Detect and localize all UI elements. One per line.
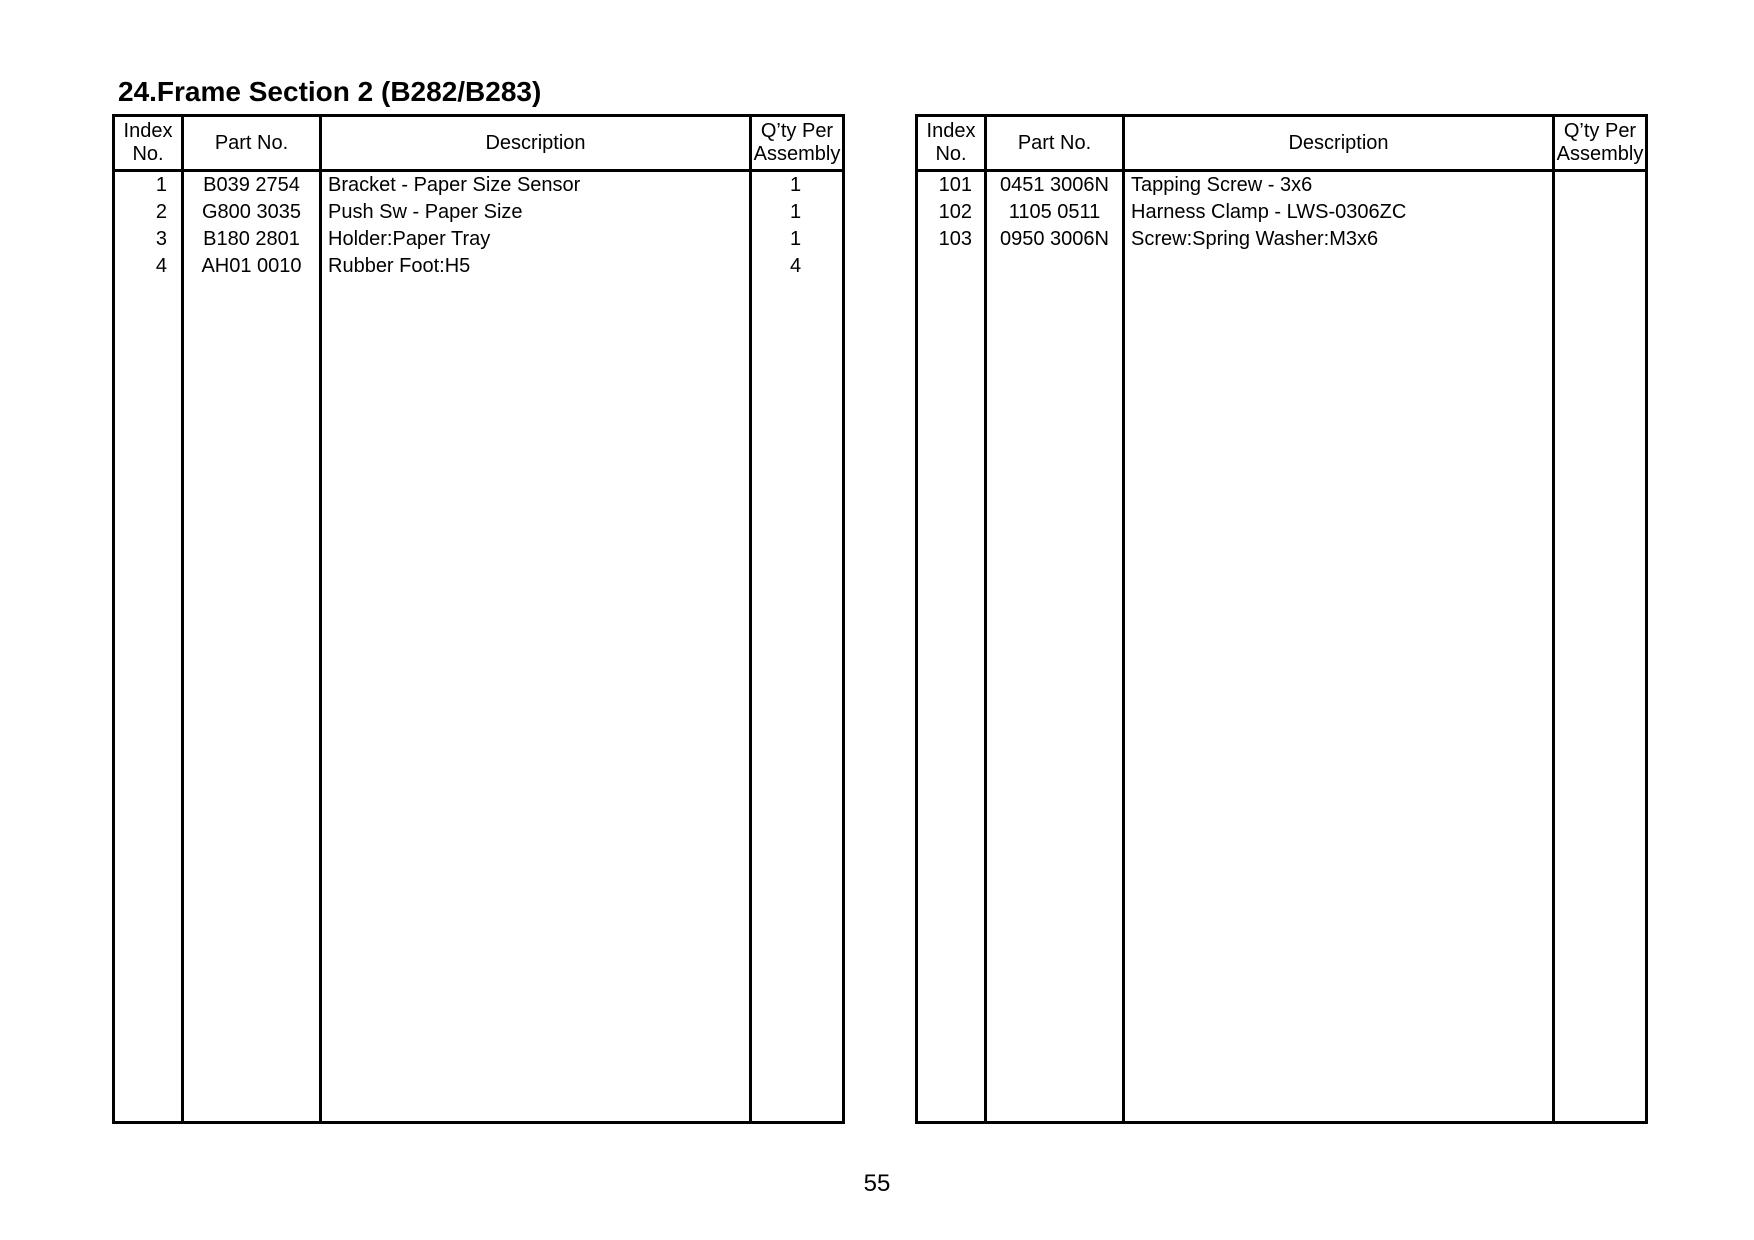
qty-cell [1555, 226, 1642, 253]
qty-cell: 1 [789, 174, 802, 196]
index-cell: 1 [155, 174, 167, 196]
description-cell: Tapping Screw - 3x6 [1131, 174, 1313, 196]
header-part-no: Part No. [1017, 131, 1092, 154]
header-index-line2: No. [935, 143, 967, 165]
header-qty-line2: Assembly [753, 143, 841, 165]
table-row [918, 172, 1645, 199]
header-index-line2: No. [132, 143, 164, 165]
column-divider [1552, 117, 1555, 1121]
part-no-cell: B180 2801 [203, 228, 300, 250]
header-description: Description [1288, 131, 1389, 154]
table-row [918, 199, 1645, 226]
description-cell: Rubber Foot:H5 [328, 255, 471, 277]
index-cell: 103 [938, 228, 972, 250]
index-cell: 101 [938, 174, 972, 196]
part-no-cell: 0451 3006N [1000, 174, 1109, 196]
table-row [115, 226, 842, 253]
header-index [115, 117, 181, 169]
part-no-cell: AH01 0010 [201, 255, 302, 277]
index-cell: 3 [155, 228, 167, 250]
header-qty [1555, 117, 1645, 169]
description-cell: Bracket - Paper Size Sensor [328, 174, 581, 196]
parts-table-left [112, 114, 845, 1124]
qty-cell [1555, 199, 1642, 226]
header-index [918, 117, 984, 169]
header-part-no: Part No. [214, 131, 289, 154]
table-body-right [918, 172, 1645, 253]
header-description: Description [485, 131, 586, 154]
qty-cell: 1 [789, 201, 802, 223]
table-row [115, 172, 842, 199]
page-title: 24.Frame Section 2 (B282/B283) [118, 76, 542, 107]
part-no-cell: 1105 0511 [1008, 201, 1101, 223]
part-no-cell: 0950 3006N [1000, 228, 1109, 250]
table-row [115, 199, 842, 226]
index-cell: 4 [155, 255, 167, 277]
header-qty-line1: Q’ty Per [1563, 120, 1637, 142]
table-row [115, 253, 842, 280]
header-index-line1: Index [123, 120, 173, 142]
qty-cell [1555, 172, 1642, 199]
description-cell: Screw:Spring Washer:M3x6 [1131, 228, 1379, 250]
header-qty-line2: Assembly [1556, 143, 1644, 165]
description-cell: Push Sw - Paper Size [328, 201, 523, 223]
table-body-left [115, 172, 842, 280]
index-cell: 102 [938, 201, 972, 223]
part-no-cell: B039 2754 [203, 174, 300, 196]
qty-cell: 1 [789, 228, 802, 250]
page-number: 55 [863, 1170, 891, 1197]
description-cell: Harness Clamp - LWS-0306ZC [1131, 201, 1407, 223]
header-qty-line1: Q’ty Per [760, 120, 834, 142]
description-cell: Holder:Paper Tray [328, 228, 491, 250]
header-index-line1: Index [926, 120, 976, 142]
part-no-cell: G800 3035 [202, 201, 301, 223]
qty-cell: 4 [789, 255, 802, 277]
parts-table-right [915, 114, 1648, 1124]
index-cell: 2 [155, 201, 167, 223]
header-qty [752, 117, 842, 169]
column-divider [984, 117, 987, 1121]
table-row [918, 226, 1645, 253]
column-divider [1122, 117, 1125, 1121]
